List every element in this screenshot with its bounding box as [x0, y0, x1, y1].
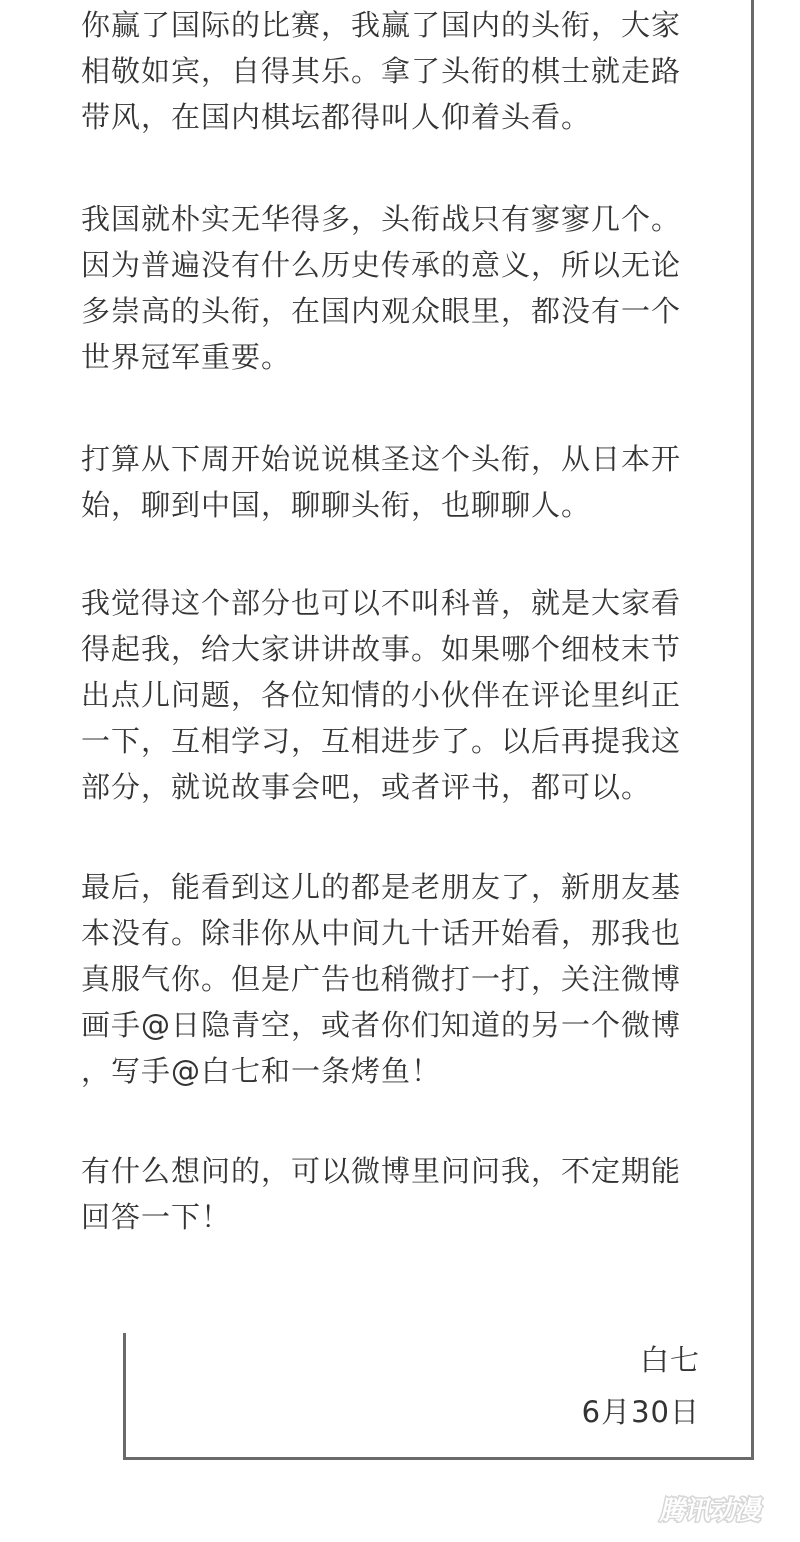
text-line: 我国就朴实无华得多，头衔战只有寥寥几个。	[81, 202, 682, 236]
paragraph-5	[81, 864, 733, 1094]
text-line: 出点儿问题，各位知情的小伙伴在评论里纠正	[81, 678, 682, 712]
text-line: 相敬如宾，自得其乐。拿了头衔的棋士就走路	[81, 54, 682, 88]
text-line: 多崇高的头衔，在国内观众眼里，都没有一个	[81, 294, 682, 328]
paragraph-1	[81, 2, 733, 140]
signature-author: 白七	[639, 1343, 700, 1377]
paragraph-3	[81, 436, 733, 528]
text-line: 因为普遍没有什么历史传承的意义，所以无论	[81, 248, 682, 282]
watermark-logo-graphic	[656, 1488, 780, 1528]
frame-right-border	[751, 0, 754, 1460]
text-line: 你赢了国际的比赛，我赢了国内的头衔，大家	[81, 8, 682, 42]
paragraph-4	[81, 580, 733, 810]
watermark-logo	[656, 1488, 780, 1528]
text-line: 本没有。除非你从中间九十话开始看，那我也	[81, 916, 682, 950]
signature-date: 6月30日	[581, 1395, 700, 1429]
text-line: ，写手@白七和一条烤鱼！	[81, 1054, 442, 1088]
text-line: 我觉得这个部分也可以不叫科普，就是大家看	[81, 586, 682, 620]
text-line: 世界冠军重要。	[81, 340, 292, 374]
text-line: 部分，就说故事会吧，或者评书，都可以。	[81, 770, 652, 804]
watermark-text: 腾讯动漫	[657, 1496, 765, 1526]
text-line: 有什么想问的，可以微博里问问我，不定期能	[81, 1154, 682, 1188]
text-line: 打算从下周开始说说棋圣这个头衔，从日本开	[81, 442, 682, 476]
text-line: 回答一下！	[81, 1200, 232, 1234]
text-line: 得起我，给大家讲讲故事。如果哪个细枝末节	[81, 632, 682, 666]
text-line: 真服气你。但是广告也稍微打一打，关注微博	[81, 962, 682, 996]
text-line: 最后，能看到这儿的都是老朋友了，新朋友基	[81, 870, 682, 904]
text-line: 一下，互相学习，互相进步了。以后再提我这	[81, 724, 682, 758]
frame-left-border	[123, 1333, 126, 1460]
paragraph-2	[81, 196, 733, 380]
text-line: 带风，在国内棋坛都得叫人仰着头看。	[81, 100, 592, 134]
frame-bottom-border	[123, 1457, 754, 1460]
paragraph-6	[81, 1148, 733, 1240]
text-line: 始，聊到中国，聊聊头衔，也聊聊人。	[81, 488, 592, 522]
text-line: 画手@日隐青空，或者你们知道的另一个微博	[81, 1008, 682, 1042]
